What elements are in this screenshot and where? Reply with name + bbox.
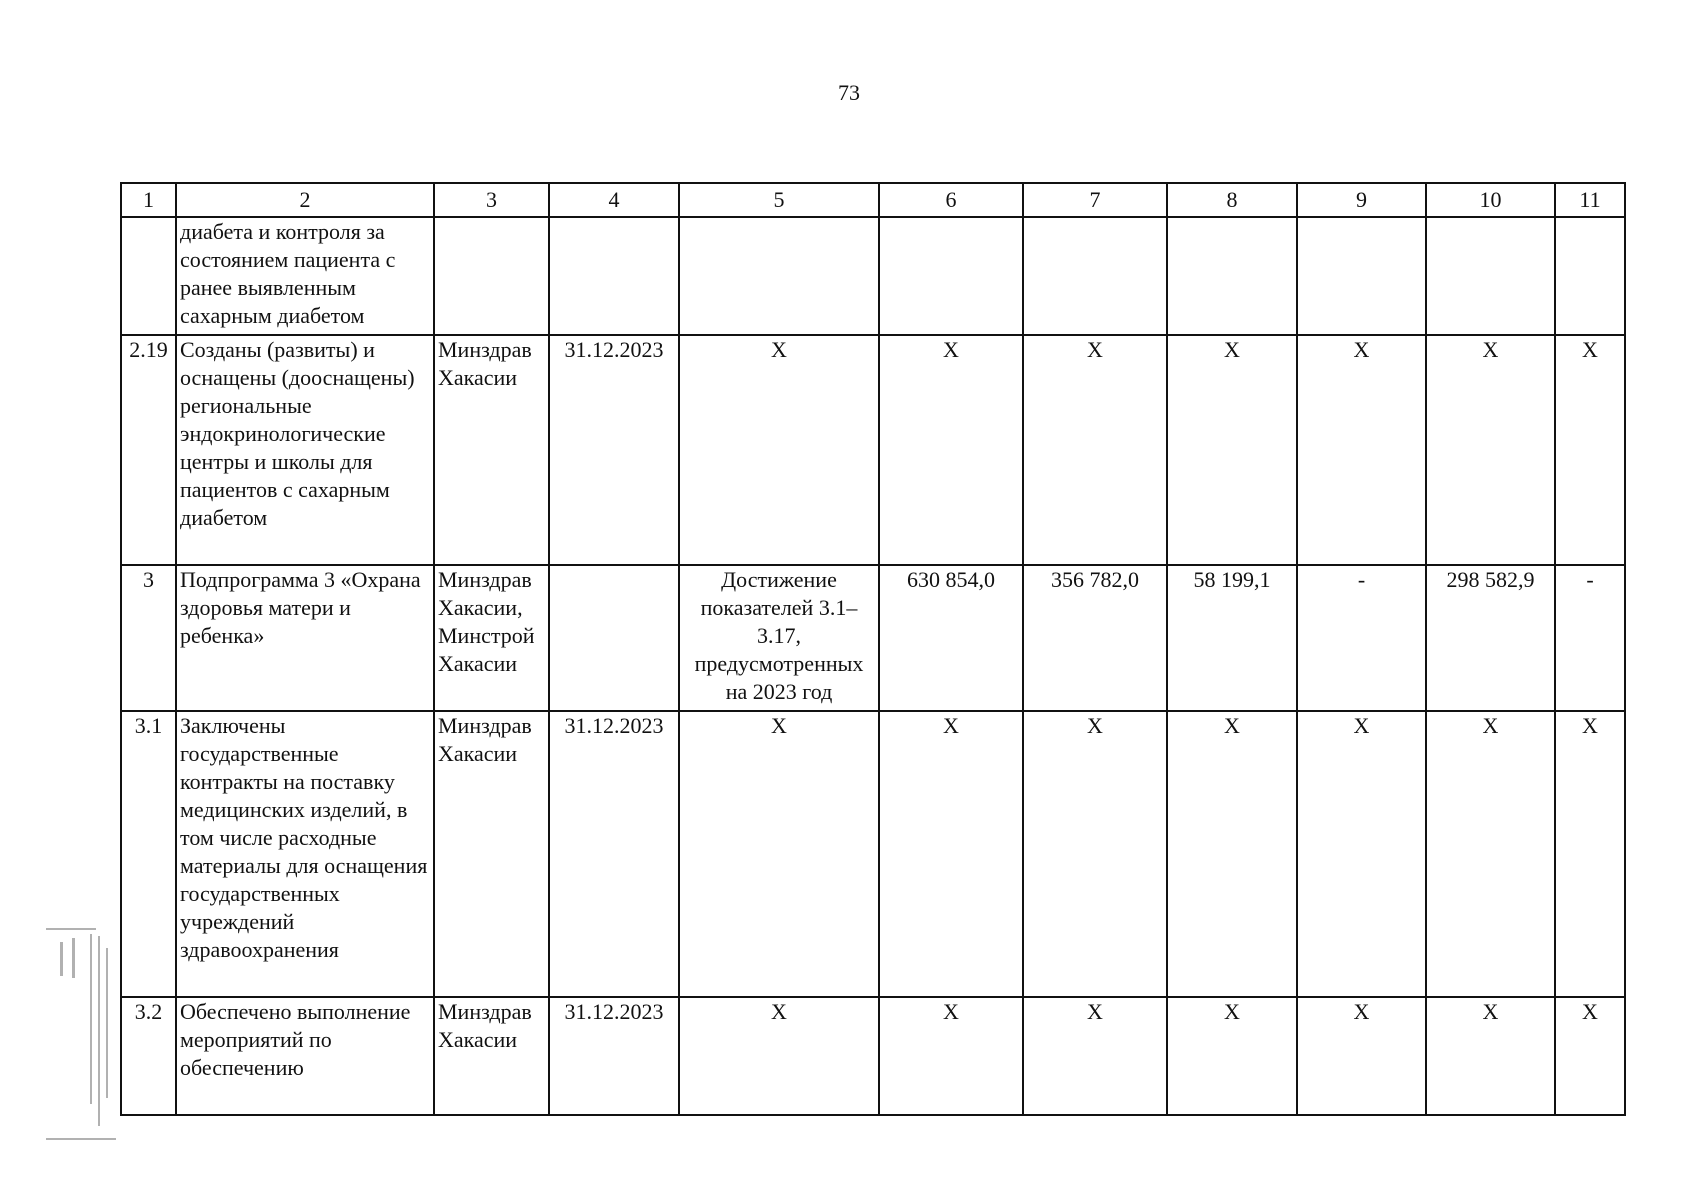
page-number: 73: [838, 80, 860, 105]
column-header: 2: [176, 183, 434, 217]
value-cell: X: [1297, 711, 1426, 997]
value-cell: -: [1555, 565, 1625, 711]
value-cell: X: [1167, 711, 1297, 997]
row-number-cell: 3.2: [121, 997, 176, 1115]
deadline-cell: [549, 565, 679, 711]
value-cell: [879, 217, 1023, 335]
value-cell: 58 199,1: [1167, 565, 1297, 711]
value-cell: X: [1555, 997, 1625, 1115]
column-header: 5: [679, 183, 879, 217]
responsible-cell: Минздрав Хакасии, Минстрой Хакасии: [434, 565, 549, 711]
value-cell: X: [1023, 711, 1167, 997]
value-cell: 298 582,9: [1426, 565, 1555, 711]
deadline-cell: 31.12.2023: [549, 335, 679, 565]
value-cell: [1167, 217, 1297, 335]
value-cell: X: [1023, 335, 1167, 565]
table-row: [121, 711, 1625, 997]
value-cell: X: [1167, 997, 1297, 1115]
column-number-row: [121, 183, 1625, 217]
table-header: [121, 183, 1625, 217]
value-cell: [1555, 217, 1625, 335]
activity-name-cell: Подпрограмма 3 «Охрана здоровья матери и ребенка»: [176, 565, 434, 711]
value-cell: X: [1167, 335, 1297, 565]
value-cell: [1023, 217, 1167, 335]
value-cell: X: [1426, 711, 1555, 997]
result-cell: X: [679, 711, 879, 997]
column-header: 1: [121, 183, 176, 217]
value-cell: X: [879, 711, 1023, 997]
deadline-cell: [549, 217, 679, 335]
result-cell: X: [679, 335, 879, 565]
activity-name-cell: диабета и контроля за состоянием пациента с ранее выявленным сахарным диабетом: [176, 217, 434, 335]
value-cell: 630 854,0: [879, 565, 1023, 711]
margin-stamp-mark: [46, 928, 116, 1140]
value-cell: 356 782,0: [1023, 565, 1167, 711]
value-cell: X: [879, 335, 1023, 565]
table-row: [121, 335, 1625, 565]
table-row: [121, 217, 1625, 335]
responsible-cell: Минздрав Хакасии: [434, 711, 549, 997]
value-cell: X: [1555, 335, 1625, 565]
value-cell: X: [1297, 335, 1426, 565]
table-row: [121, 565, 1625, 711]
activity-name-cell: Созданы (развиты) и оснащены (дооснащены) региональные эндокринологические центры и школы для пациентов с сахарным диабетом: [176, 335, 434, 565]
column-header: 4: [549, 183, 679, 217]
value-cell: X: [1297, 997, 1426, 1115]
column-header: 11: [1555, 183, 1625, 217]
column-header: 10: [1426, 183, 1555, 217]
column-header: 3: [434, 183, 549, 217]
row-number-cell: 3: [121, 565, 176, 711]
activity-name-cell: Обеспечено выполнение мероприятий по обеспечению: [176, 997, 434, 1115]
result-cell: [679, 217, 879, 335]
column-header: 6: [879, 183, 1023, 217]
row-number-cell: 3.1: [121, 711, 176, 997]
responsible-cell: [434, 217, 549, 335]
value-cell: X: [879, 997, 1023, 1115]
row-number-cell: 2.19: [121, 335, 176, 565]
column-header: 7: [1023, 183, 1167, 217]
result-cell: Достижение показателей 3.1–3.17, предусмотренных на 2023 год: [679, 565, 879, 711]
value-cell: -: [1297, 565, 1426, 711]
value-cell: [1426, 217, 1555, 335]
deadline-cell: 31.12.2023: [549, 997, 679, 1115]
result-cell: X: [679, 997, 879, 1115]
row-number-cell: [121, 217, 176, 335]
value-cell: X: [1426, 335, 1555, 565]
value-cell: X: [1023, 997, 1167, 1115]
table-body: [121, 217, 1625, 1115]
responsible-cell: Минздрав Хакасии: [434, 335, 549, 565]
value-cell: X: [1555, 711, 1625, 997]
deadline-cell: 31.12.2023: [549, 711, 679, 997]
value-cell: [1297, 217, 1426, 335]
table-row: [121, 997, 1625, 1115]
plan-table: [120, 182, 1626, 1116]
activity-name-cell: Заключены государственные контракты на поставку медицинских изделий, в том числе расходные материалы для оснащения государственных учреждений здравоохранения: [176, 711, 434, 997]
column-header: 9: [1297, 183, 1426, 217]
value-cell: X: [1426, 997, 1555, 1115]
column-header: 8: [1167, 183, 1297, 217]
responsible-cell: Минздрав Хакасии: [434, 997, 549, 1115]
